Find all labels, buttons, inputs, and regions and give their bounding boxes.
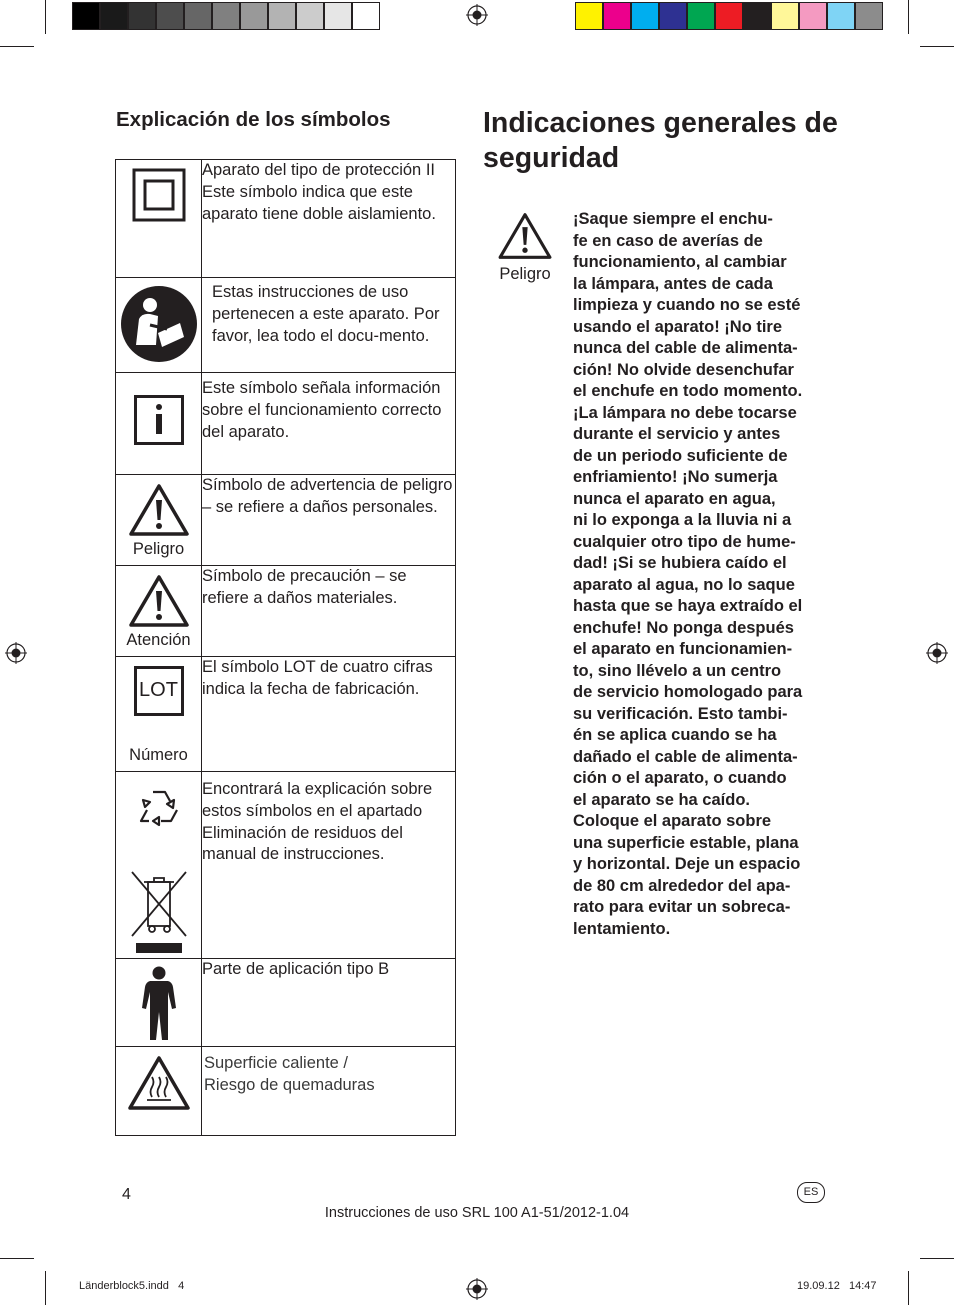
registration-mark-icon <box>5 642 27 664</box>
safety-heading: Indicaciones generales de seguridad <box>483 107 838 174</box>
lot-icon-label: LOT <box>139 679 178 701</box>
recycle-icon <box>137 788 181 830</box>
crop-mark <box>920 1258 954 1259</box>
row-text: Estas instrucciones de uso pertenecen a este aparato. Por favor, lea todo el docu-mento. <box>202 278 456 373</box>
row-text: Este símbolo señala información sobre el funcionamiento correcto del aparato. <box>202 373 456 475</box>
color-swatch <box>575 2 603 30</box>
registration-mark-icon <box>466 4 488 26</box>
language-badge: ES <box>797 1182 825 1203</box>
color-swatch <box>743 2 771 30</box>
color-swatch <box>184 2 212 30</box>
page-number: 4 <box>122 1186 131 1203</box>
crop-mark <box>45 0 46 34</box>
registration-mark-icon <box>926 642 948 664</box>
warning-triangle-icon <box>497 212 553 260</box>
crop-mark <box>908 1271 909 1305</box>
symbol-caption: Número <box>129 746 188 764</box>
color-swatch <box>631 2 659 30</box>
row-text: Parte de aplicación tipo B <box>202 959 456 1047</box>
color-swatch <box>799 2 827 30</box>
row-text: Símbolo de precaución – se refiere a daños materiales. <box>202 566 456 657</box>
lot-icon <box>134 666 184 716</box>
crop-mark <box>920 46 954 47</box>
color-swatch <box>100 2 128 30</box>
color-swatch <box>72 2 100 30</box>
print-slug-file: Länderblock5.indd 4 <box>79 1280 185 1292</box>
row-text: Superficie caliente / Riesgo de quemaduras <box>202 1047 456 1136</box>
info-icon <box>134 395 184 445</box>
table-row <box>116 657 456 772</box>
row-text: Aparato del tipo de protección II Este símbolo indica que este aparato tiene doble aislamiento. <box>202 160 456 278</box>
color-swatch <box>296 2 324 30</box>
warning-caption: Peligro <box>499 265 551 283</box>
color-swatch <box>212 2 240 30</box>
crop-mark <box>0 1258 34 1259</box>
table-row <box>116 1047 456 1136</box>
color-swatch <box>659 2 687 30</box>
symbols-heading: Explicación de los símbolos <box>116 108 391 131</box>
row-text: El símbolo LOT de cuatro cifras indica la fecha de fabricación. <box>202 657 456 772</box>
caution-triangle-icon <box>128 574 190 628</box>
color-swatch <box>324 2 352 30</box>
table-row <box>116 278 456 373</box>
symbol-caption: Peligro <box>132 540 185 558</box>
color-swatch <box>156 2 184 30</box>
read-manual-icon <box>120 285 198 363</box>
crop-mark <box>908 0 909 34</box>
print-slug-date: 19.09.12 14:47 <box>797 1280 877 1292</box>
table-row <box>116 160 456 278</box>
color-swatch <box>687 2 715 30</box>
color-swatch <box>771 2 799 30</box>
color-swatch <box>827 2 855 30</box>
color-swatch <box>352 2 380 30</box>
safety-warning-symbol <box>497 212 553 284</box>
table-row <box>116 475 456 566</box>
color-swatch <box>128 2 156 30</box>
color-swatch <box>240 2 268 30</box>
safety-warning-text: ¡Saque siempre el enchu- fe en caso de averías de funcionamiento, al cambiar la lámpara, antes de cada limpieza y cuando no se esté usando el aparato! ¡No tire nunca del cable de alimenta- ción! No olvide desenchufar el enchufe en todo momento. ¡La lámpara no debe tocarse durante el servicio y antes de un periodo suficiente de enfriamiento! ¡No sumerja nunca el aparato en agua, ni lo exponga a la lluvia ni a cualquier otro tipo de hume- dad! ¡Si se hubiera caído el aparato al agua, no lo saque hasta que se haya extraído el enchufe! No ponga después el aparato en funcionamien- to, sino llévelo a un centro de servicio homologado para su verificación. Esto tambi- én se aplica cuando se ha dañado el cable de alimenta- ción o el aparato, o cuando el aparato se ha caído. Coloque el aparato sobre una superficie estable, plana y horizontal. Deje un espacio de 80 cm alrededor del apa- rato para evitar un sobreca- lentamiento. <box>573 210 803 938</box>
symbols-table <box>115 159 456 1136</box>
crop-mark <box>45 1271 46 1305</box>
body-type-b-icon <box>139 966 179 1042</box>
double-insulation-icon <box>132 168 186 222</box>
document-footer: Instrucciones de uso SRL 100 A1-51/2012-1.04 <box>324 1205 630 1221</box>
row-text: Símbolo de advertencia de peligro – se refiere a daños personales. <box>202 475 456 566</box>
row-text: Encontrará la explicación sobre estos símbolos en el apartado Eliminación de residuos del manual de instrucciones. <box>202 772 456 959</box>
registration-mark-icon <box>466 1278 488 1300</box>
color-swatch <box>855 2 883 30</box>
color-swatch <box>268 2 296 30</box>
table-row <box>116 566 456 657</box>
crossed-bin-icon <box>130 870 188 954</box>
table-row <box>116 959 456 1047</box>
color-swatch <box>715 2 743 30</box>
color-swatch <box>603 2 631 30</box>
warning-triangle-icon <box>128 483 190 537</box>
table-row <box>116 772 456 959</box>
table-row <box>116 373 456 475</box>
hot-surface-icon <box>127 1055 191 1111</box>
symbol-caption: Atención <box>126 631 191 649</box>
crop-mark <box>0 46 34 47</box>
